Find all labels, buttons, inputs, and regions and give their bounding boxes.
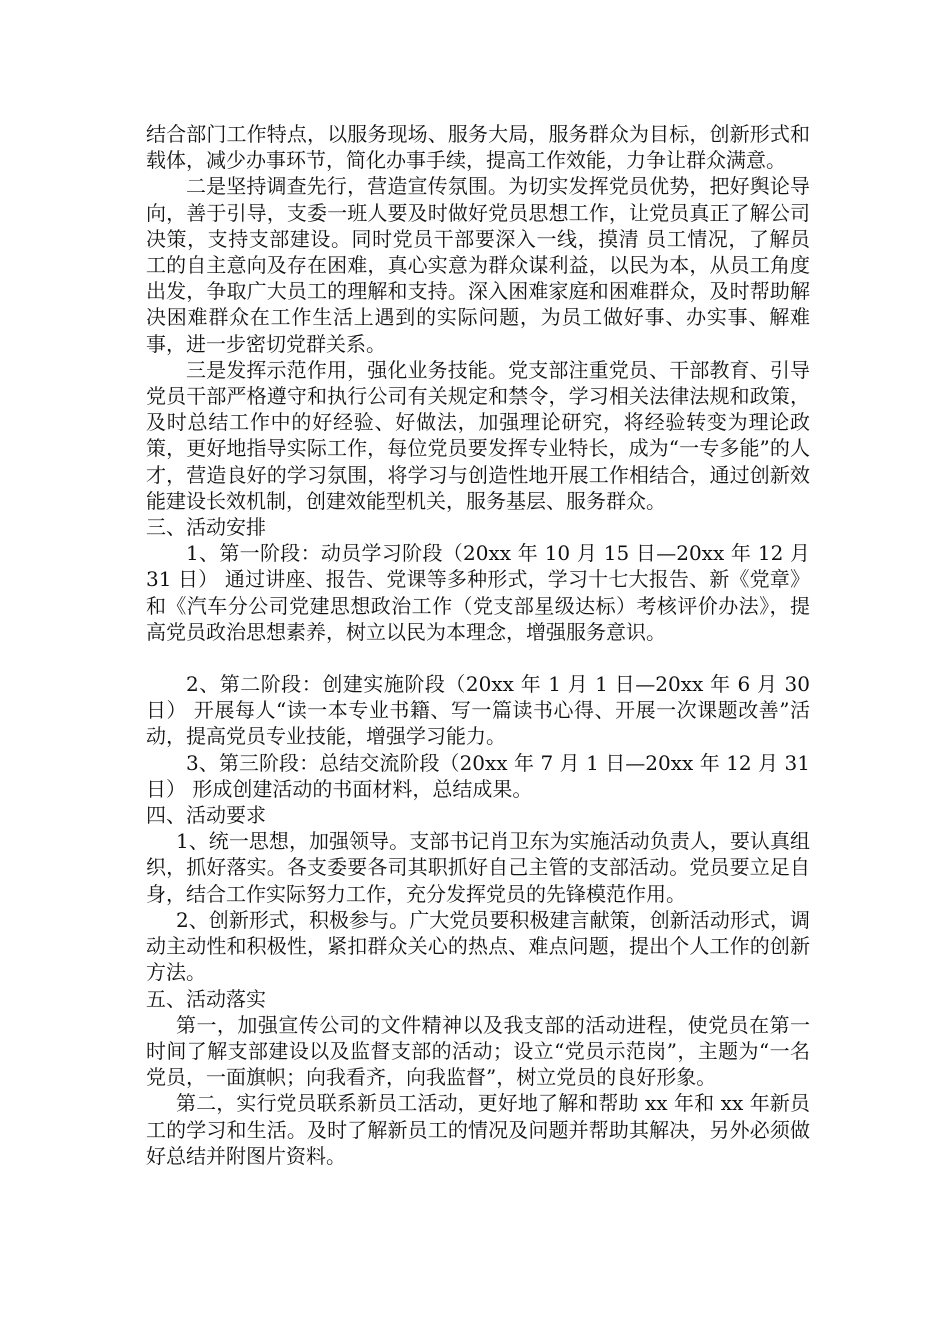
paragraph-implementation-one: 第一，加强宣传公司的文件精神以及我支部的活动进程，使党员在第一时间了解支部建设以及监督支部的活动；设立“党员示范岗”，主题为“一名党员，一面旗帜；向我看齐，向我监督”，树立党员的良好形象。 [146, 1012, 810, 1090]
section-heading-activity-requirements: 四、活动要求 [146, 803, 266, 828]
paragraph-implementation-two: 第二，实行党员联系新员工活动，更好地了解和帮助 xx 年和 xx 年新员工的学习和生活。及时了解新员工的情况及问题并帮助其解决，另外必须做好总结并附图片资料。 [146, 1091, 810, 1168]
paragraph-requirement-one: 1、统一思想，加强领导。支部书记肖卫东为实施活动负责人，要认真组织，抓好落实。各支委要各司其职抓好自己主管的支部活动。党员要立足自身，结合工作实际努力工作，充分发挥党员的先锋模范作用。 [146, 829, 810, 906]
paragraph-requirement-two: 2、创新形式，积极参与。广大党员要积极建言献策，创新活动形式，调动主动性和积极性，紧扣群众关心的热点、难点问题，提出个人工作的创新方法。 [146, 907, 810, 985]
section-heading-activity-schedule: 三、活动安排 [146, 515, 266, 540]
blank-line [146, 645, 810, 671]
paragraph-stage-one: 1、第一阶段：动员学习阶段（20xx 年 10 月 15 日—20xx 年 12 月31 日） 通过讲座、报告、党课等多种形式，学习十七大报告、新《党章》和《汽车分公司党建思想政治工作（党支部星级达标）考核评价办法》，提高党员政治思想素养，树立以民为本理念，增强服务意识。 [146, 541, 810, 644]
paragraph-point-two: 二是坚持调查先行，营造宣传氛围。为切实发挥党员优势，把好舆论导向，善于引导，支委一班人要及时做好党员思想工作，让党员真正了解公司决策，支持支部建设。同时党员干部要深入一线，摸清 员工情况，了解员工的自主意向及存在困难，真心实意为群众谋利益，以民为本，从员工角度出发，争取广大员工的理解和支持。深入困难家庭和困难群众，及时帮助解决困难群众在工作生活上遇到的实际问题，为员工做好事、办实事、解难事，进一步密切党群关系。 [146, 174, 810, 356]
paragraph-intro-continuation: 结合部门工作特点，以服务现场、服务大局，服务群众为目标，创新形式和载体，减少办事环节，简化办事手续，提高工作效能，力争让群众满意。 [146, 122, 810, 173]
section-heading-activity-implementation: 五、活动落实 [146, 986, 266, 1011]
paragraph-stage-three: 3、第三阶段：总结交流阶段（20xx 年 7 月 1 日—20xx 年 12 月 31 日） 形成创建活动的书面材料，总结成果。 [146, 750, 810, 801]
paragraph-point-three: 三是发挥示范作用，强化业务技能。党支部注重党员、干部教育、引导党员干部严格遵守和执行公司有关规定和禁令，学习相关法律法规和政策，及时总结工作中的好经验、好做法，加强理论研究，将经验转变为理论政策，更好地指导实际工作，每位党员要发挥专业特长，成为“一专多能”的人才，营造良好的学习氛围，将学习与创造性地开展工作相结合，通过创新效能建设长效机制，创建效能型机关，服务基层、服务群众。 [146, 357, 810, 513]
paragraph-stage-two: 2、第二阶段：创建实施阶段（20xx 年 1 月 1 日—20xx 年 6 月 30日） 开展每人“读一本专业书籍、写一篇读书心得、开展一次课题改善”活动，提高党员专业技能，增强学习能力。 [146, 672, 810, 749]
document-body [146, 121, 810, 1169]
